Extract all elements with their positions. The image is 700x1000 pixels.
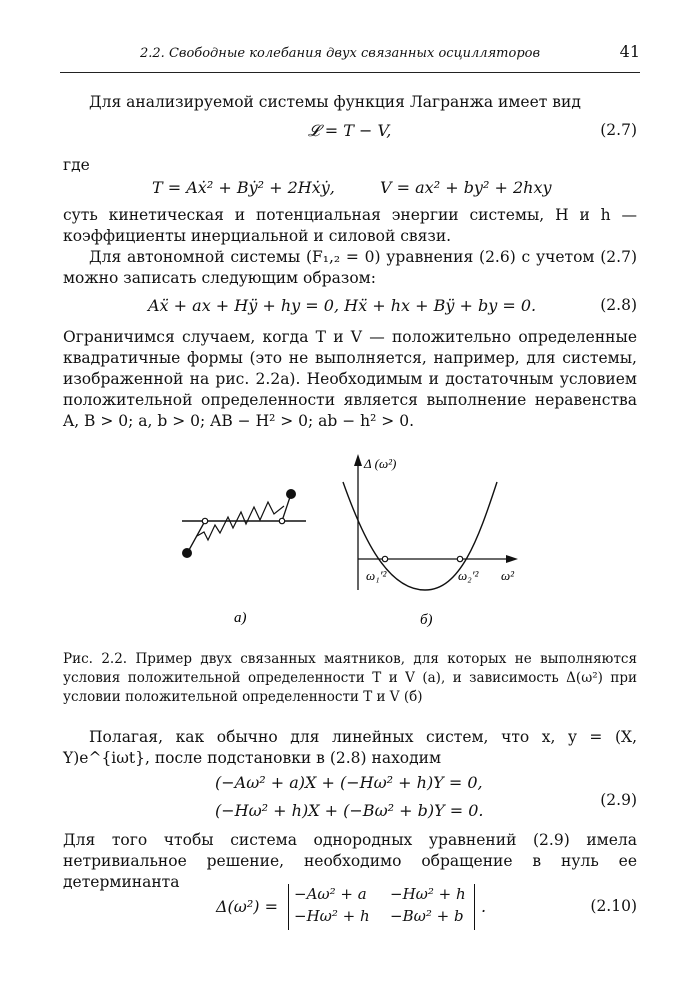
- equation-potential-energy: V = ax² + by² + 2hxy: [380, 178, 552, 197]
- figure-svg: [0, 440, 700, 660]
- root-point-1: [382, 556, 387, 561]
- pendulum-bob-right: [286, 489, 296, 499]
- equation-2-9-line-1: (−Aω² + a)X + (−Hω² + h)Y = 0,: [215, 773, 483, 792]
- equation-kinetic-energy: T = Aẋ² + Bẏ² + 2Hẋẏ,: [152, 178, 335, 197]
- root-label-2: ω₂′²: [458, 568, 479, 583]
- equation-2-10-lhs: Δ(ω²) =: [216, 897, 278, 916]
- paragraph-energies: суть кинетическая и потенциальная энергии системы, H и h — коэффициенты инерциальной и силовой связи.: [63, 206, 637, 245]
- pivot-right: [279, 518, 284, 523]
- determinant-bar-right: [474, 884, 475, 930]
- root-point-2: [457, 556, 462, 561]
- figure-label-b: б): [420, 612, 433, 628]
- equation-number-2-9: (2.9): [600, 791, 637, 809]
- matrix-entry-11: −Aω² + a: [294, 885, 367, 903]
- running-header: [60, 40, 640, 70]
- coupled-pendulums-diagram: [182, 489, 306, 558]
- equation-2-8: Aẍ + ax + Hÿ + hy = 0, Hẍ + hx + Bÿ + by = 0.: [148, 296, 537, 315]
- paragraph-lagrange-intro: Для анализируемой системы функция Лагранжа имеет вид: [89, 93, 581, 111]
- figure-2-2: [0, 440, 700, 660]
- y-axis-label: Δ (ω²): [364, 456, 397, 471]
- determinant-bar-left: [288, 884, 289, 930]
- word-where: где: [63, 156, 90, 174]
- paragraph-autonomous-system: Для автономной системы (F₁,₂ = 0) уравнения (2.6) с учетом (2.7) можно записать следующим образом:: [63, 248, 637, 287]
- equation-2-10-period: .: [481, 897, 487, 916]
- equation-2-7: 𝓛 = T − V,: [308, 121, 392, 140]
- pendulum-rod-right: [282, 497, 290, 521]
- paragraph-positive-definite: Ограничимся случаем, когда T и V — положительно определенные квадратичные формы (это не выполняется, например, для системы, изображенной на рис. 2.2а). Необходимым и достаточным условием положительной определенности является выполнение неравенства A, B > 0; a, b > 0; AB − H² > 0; ab − h² > 0.: [63, 328, 637, 430]
- matrix-entry-21: −Hω² + h: [294, 907, 370, 925]
- page-number: 41: [619, 42, 640, 61]
- x-axis-label: ω²: [501, 568, 515, 583]
- paragraph-determinant: Для того чтобы система однородных уравнений (2.9) имела нетривиальное решение, необходимо обращение в нуль ее детерминанта: [63, 831, 637, 891]
- figure-caption: Рис. 2.2. Пример двух связанных маятников, для которых не выполняются условия положительной определенности T и V (а), и зависимость Δ(ω²) при условии положительной определенности T и V (б): [63, 651, 637, 705]
- equation-number-2-10: (2.10): [590, 897, 637, 915]
- header-rule: [60, 72, 640, 73]
- y-axis-arrow: [354, 454, 362, 466]
- matrix-entry-22: −Bω² + b: [390, 907, 464, 925]
- running-title: 2.2. Свободные колебания двух связанных осцилляторов: [140, 46, 541, 61]
- figure-label-a: а): [234, 610, 247, 626]
- pendulum-bob-left: [182, 548, 192, 558]
- root-label-1: ω₁′²: [366, 568, 387, 583]
- equation-number-2-7: (2.7): [600, 121, 637, 139]
- equation-number-2-8: (2.8): [600, 296, 637, 314]
- x-axis-arrow: [506, 555, 518, 563]
- matrix-entry-12: −Hω² + h: [390, 885, 466, 903]
- equation-2-9-line-2: (−Hω² + h)X + (−Bω² + b)Y = 0.: [215, 801, 484, 820]
- paragraph-substitution: Полагая, как обычно для линейных систем, что x, y = (X, Y)e^{iωt}, после подстановки в (2.8) находим: [63, 728, 637, 767]
- pivot-left: [202, 518, 207, 523]
